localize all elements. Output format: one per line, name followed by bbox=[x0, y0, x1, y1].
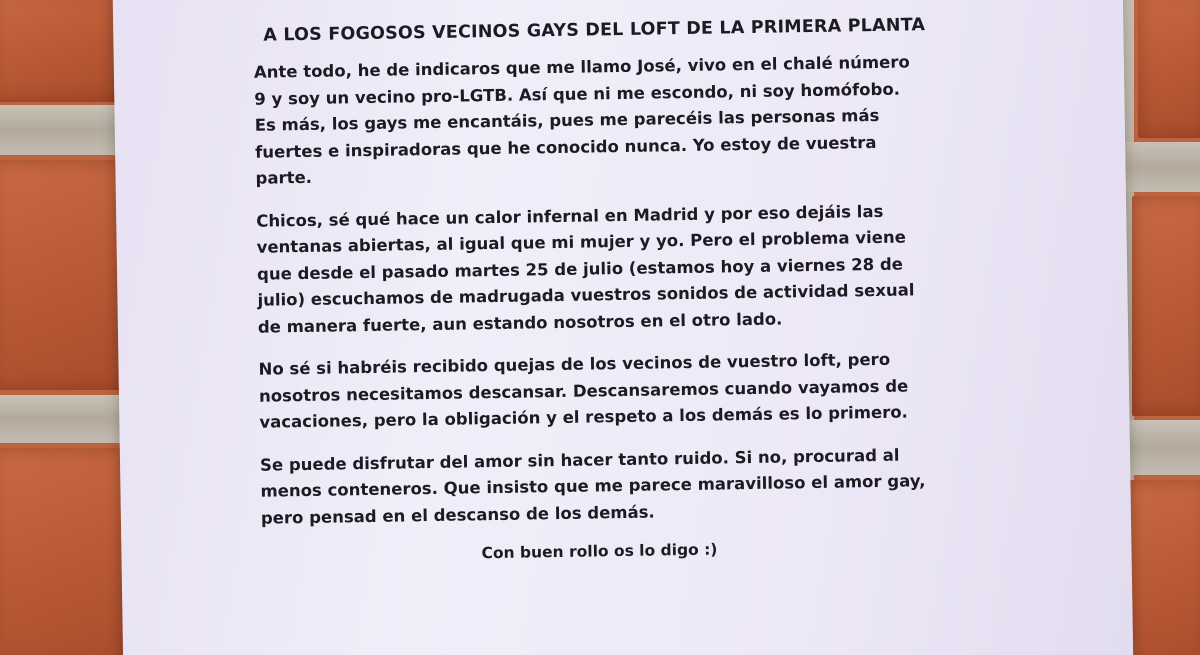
notice-signoff: Con buen rollo os lo digo :) bbox=[481, 540, 718, 563]
brick bbox=[1138, 0, 1200, 138]
notice-text bbox=[253, 15, 961, 566]
brick bbox=[1132, 196, 1200, 416]
brick bbox=[0, 448, 130, 655]
notice-paragraph: Chicos, sé qué hace un calor infernal en Madrid y por eso dejáis las ventanas abiertas, al igual que mi mujer y yo. Pero el problema viene que desde el pasado martes 25 de julio (estamos hoy a viernes 28 de julio) escuchamos de madrugada vuestros sonidos de actividad sexual de manera fuerte, aun estando nosotros en el otro lado. bbox=[256, 201, 915, 337]
brick bbox=[0, 160, 126, 390]
mortar-joint bbox=[0, 395, 135, 443]
notice-paragraph: Ante todo, he de indicaros que me llamo José, vivo en el chalé número 9 y soy un vecino pro-LGTB. Así que ni me escondo, ni soy homófobo. Es más, los gays me encantáis, pues me parecéis las personas más fuertes e inspiradoras que he conocido nunca. Yo estoy de vuestra parte. bbox=[253, 52, 910, 188]
paper-sheet bbox=[113, 0, 1134, 655]
mortar-joint bbox=[0, 105, 130, 155]
notice-paragraph: Se puede disfrutar del amor sin hacer tanto ruido. Si no, procurad al menos conteneros. Que insisto que me parece maravilloso el amor gay, pero pensad en el descanso de los demás. bbox=[259, 445, 926, 528]
notice-title: A LOS FOGOSOS VECINOS GAYS DEL LOFT DE LA PRIMERA PLANTA bbox=[263, 15, 926, 46]
brick bbox=[0, 0, 122, 102]
notice-paragraph: No sé si habréis recibido quejas de los vecinos de vuestro loft, pero nosotros necesitamos descansar. Descansaremos cuando vayamos de vacaciones, pero la obligación y el respeto a los demás es lo primero. bbox=[258, 349, 909, 432]
